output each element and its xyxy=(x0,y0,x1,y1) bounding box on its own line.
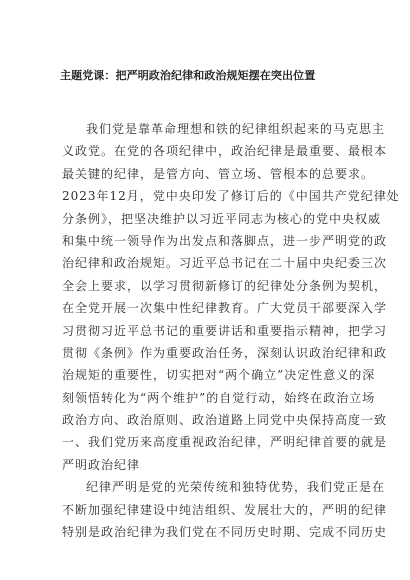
paragraph-line: 不断加强纪律建设中纯洁组织、发展壮大的，严明的纪律 xyxy=(62,502,388,517)
paragraph-line: 全会上要求，以学习贯彻新修订的纪律处分条例为契机， xyxy=(62,278,388,293)
paragraph-line: 政治方向、政治原则、政治道路上同党中央保持高度一致 xyxy=(62,413,388,428)
paragraph-line: 分条例》，把坚决维护以习近平同志为核心的党中央权威 xyxy=(62,211,382,226)
paragraph-line: 在全党开展一次集中性纪律教育。广大党员干部要深入学 xyxy=(62,301,388,316)
paragraph-line: 治纪律和政治规矩。习近平总书记在二十届中央纪委三次 xyxy=(62,256,388,271)
paragraph-line: 贯彻《条例》作为重要政治任务，深刻认识政治纪律和政 xyxy=(62,345,388,360)
paragraph-line: 治规矩的重要性，切实把对“两个确立”决定性意义的深 xyxy=(62,368,376,383)
paragraph-line: 和集中统一领导作为出发点和落脚点，进一步严明党的政 xyxy=(62,233,388,248)
section-heading-line: 一、我们党历来高度重视政治纪律，严明纪律首要的就是 xyxy=(62,435,388,450)
document-title: 主题党课：把严明政治纪律和政治规矩摆在突出位置 xyxy=(60,69,316,82)
paragraph-line: 最关键的纪律，是管方向、管立场、管根本的总要求。 xyxy=(62,166,375,181)
paragraph-line: 习贯彻习近平总书记的重要讲话和重要指示精神，把学习 xyxy=(62,323,388,338)
document-body xyxy=(62,118,400,543)
paragraph-line: 我们党是靠革命理想和铁的纪律组织起来的马克思主 xyxy=(86,122,386,136)
paragraph-line: 2023年12月，党中央印发了修订后的《中国共产党纪律处 xyxy=(62,189,400,204)
section-heading-line: 严明政治纪律 xyxy=(62,457,141,472)
paragraph-line: 刻领悟转化为“两个维护”的自觉行动，始终在政治立场 xyxy=(62,390,376,405)
paragraph-line: 义政党。在党的各项纪律中，政治纪律是最重要、最根本 xyxy=(62,144,388,159)
paragraph-line: 纪律严明是党的光荣传统和独特优势，我们党正是在 xyxy=(86,480,386,495)
paragraph-line: 特别是政治纪律为我们党在不同历史时期、完成不同历史 xyxy=(62,525,388,540)
